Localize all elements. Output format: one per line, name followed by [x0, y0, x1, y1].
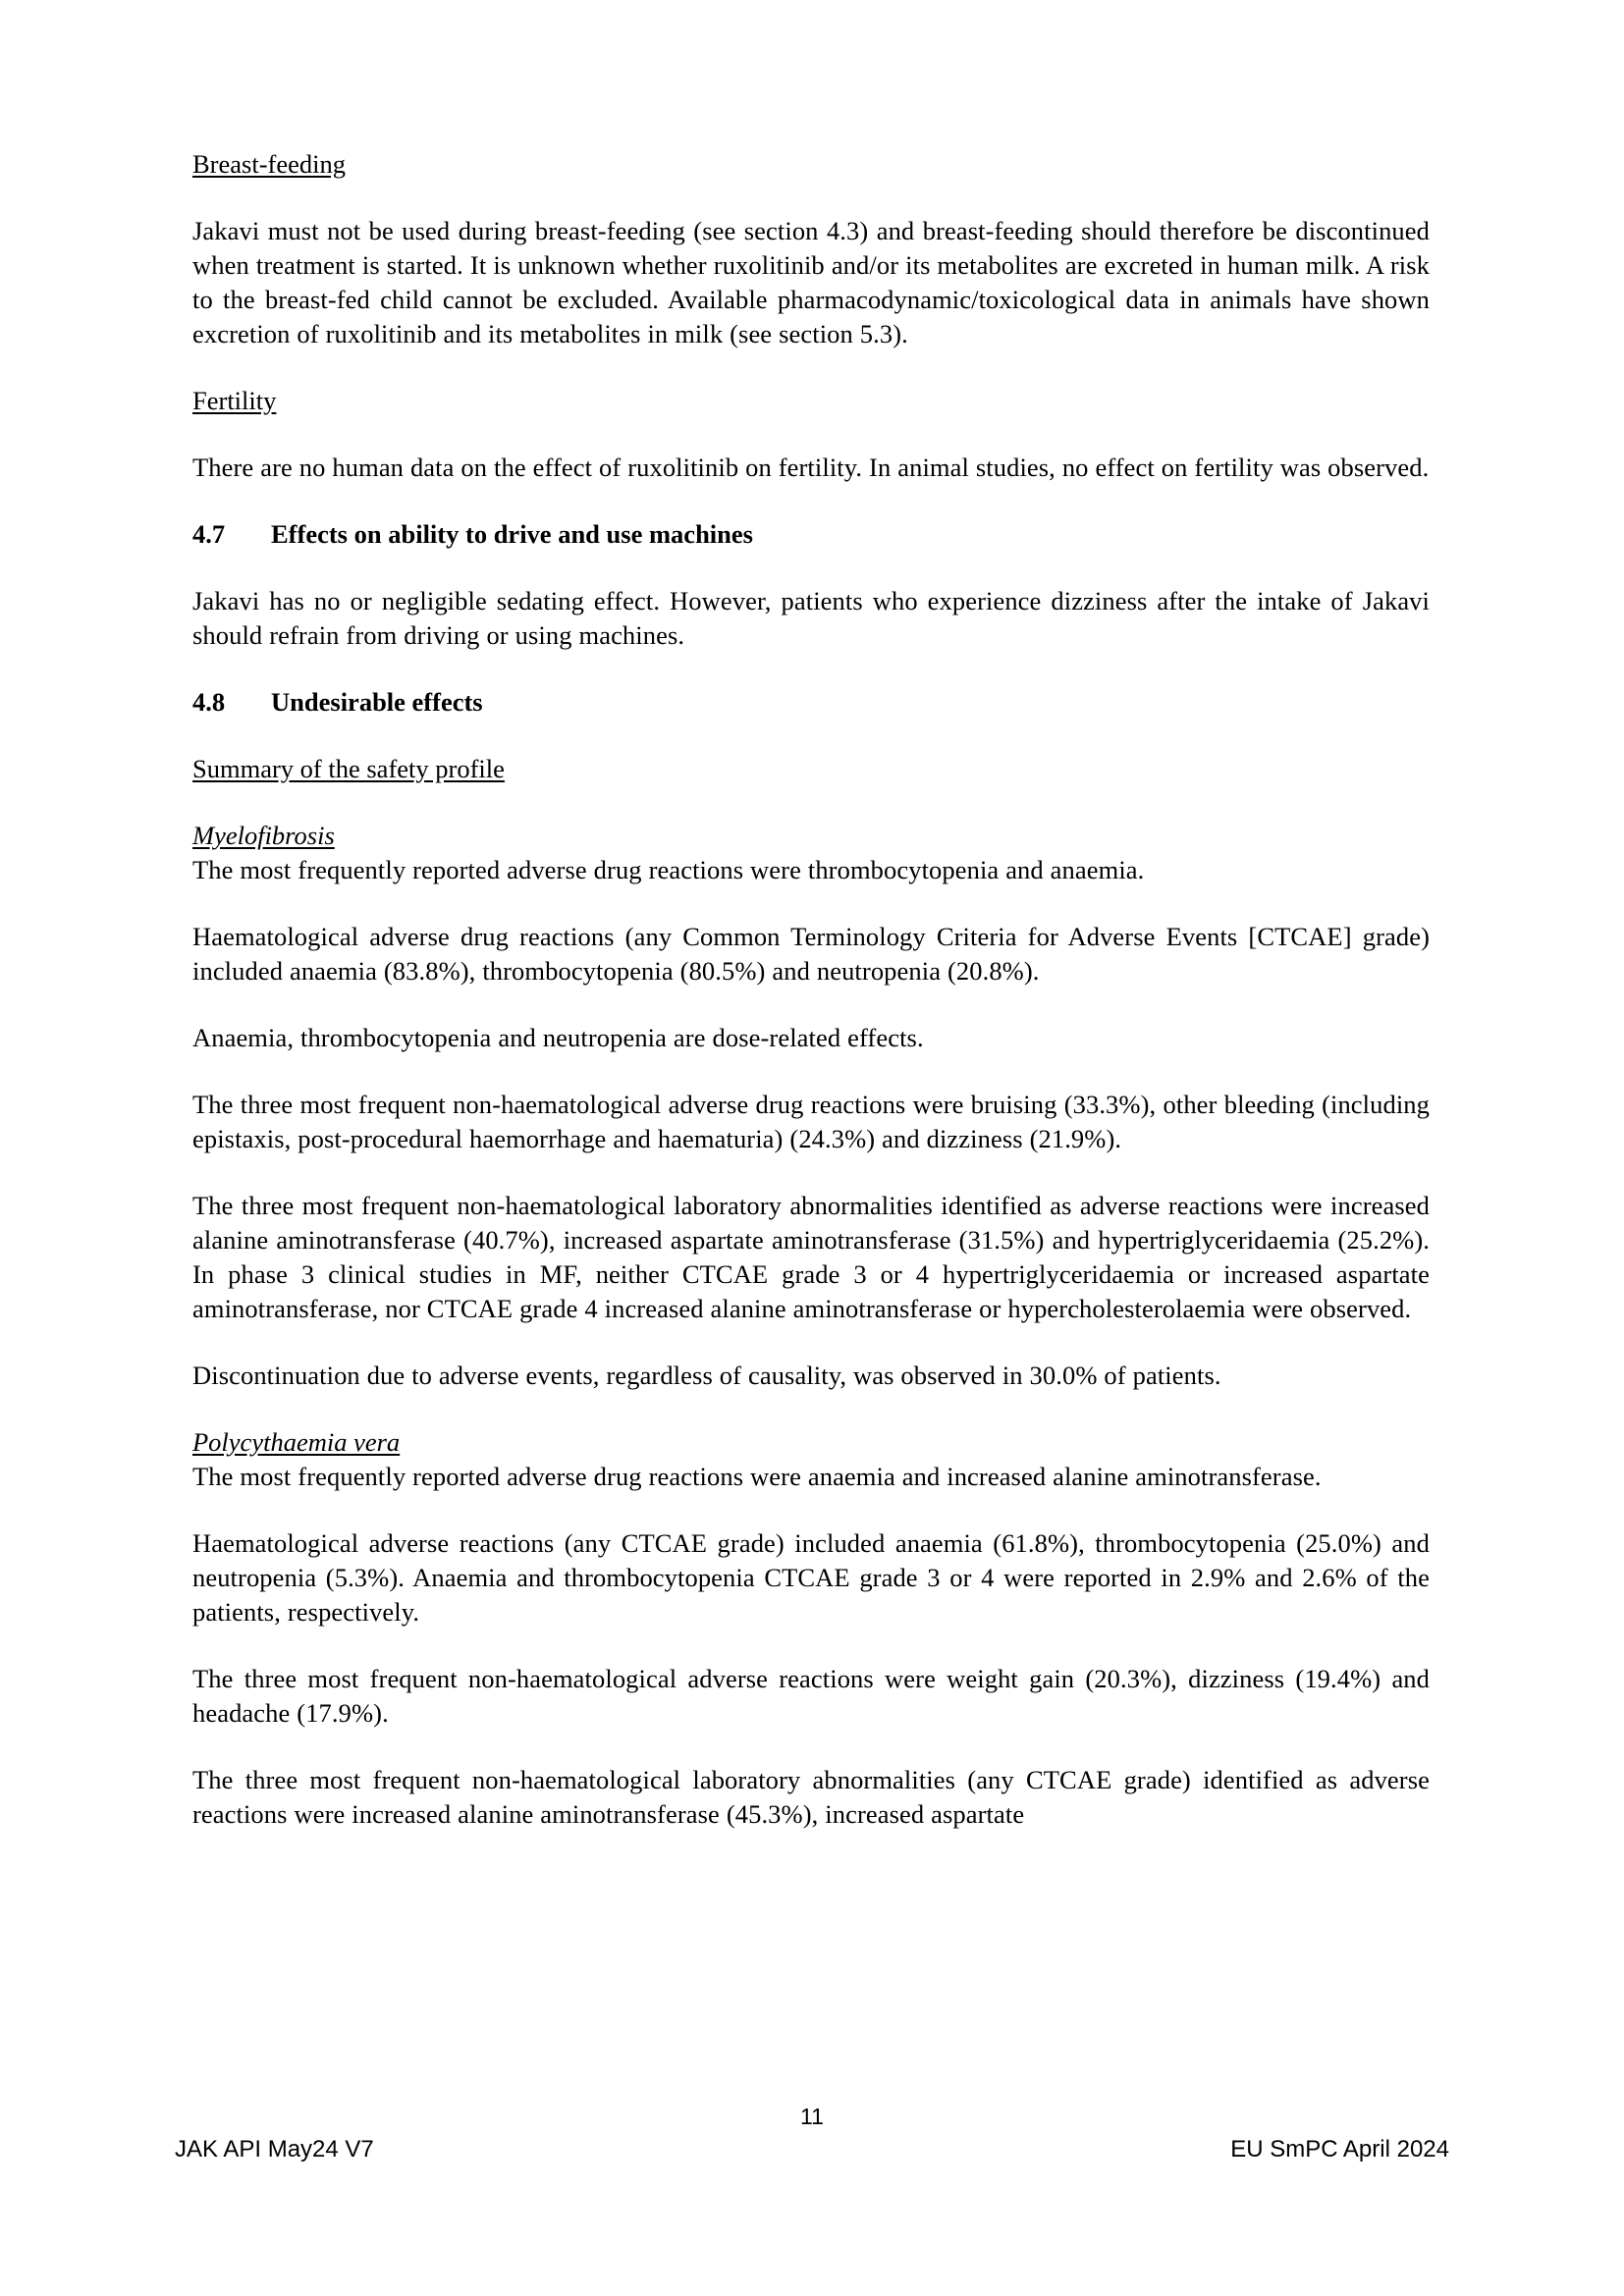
mf-paragraph-3: Anaemia, thrombocytopenia and neutropenia are dose-related effects.	[192, 1023, 924, 1052]
fertility-heading-text: Fertility	[192, 386, 277, 415]
section-4-7-paragraph: Jakavi has no or negligible sedating effect. However, patients who experience dizziness after the intake of Jakavi should refrain from driving or using machines.	[192, 586, 1430, 650]
section-title-4-8: Undesirable effects	[271, 687, 483, 717]
summary-safety-profile-heading	[192, 752, 1430, 786]
pv-paragraph-1: The most frequently reported adverse drug reactions were anaemia and increased alanine aminotransferase.	[192, 1462, 1322, 1491]
mf-paragraph-2: Haematological adverse drug reactions (any Common Terminology Criteria for Adverse Events [CTCAE] grade) included anaemia (83.8%), thrombocytopenia (80.5%) and neutropenia (20.8%).	[192, 922, 1430, 986]
myelofibrosis-heading-text: Myelofibrosis	[192, 821, 335, 850]
polycythaemia-vera-heading	[192, 1425, 1430, 1460]
myelofibrosis-heading	[192, 819, 1430, 853]
breastfeeding-heading-text: Breast-feeding	[192, 149, 346, 179]
page-number: 11	[800, 2104, 824, 2129]
mf-paragraph-6: Discontinuation due to adverse events, regardless of causality, was observed in 30.0% of patients.	[192, 1361, 1221, 1390]
polycythaemia-vera-heading-text: Polycythaemia vera	[192, 1427, 401, 1457]
section-number-4-8: 4.8	[192, 687, 226, 717]
footer-left-text: JAK API May24 V7	[175, 2136, 374, 2163]
breastfeeding-heading	[192, 147, 1430, 182]
fertility-heading	[192, 384, 1430, 418]
breastfeeding-paragraph: Jakavi must not be used during breast-feeding (see section 4.3) and breast-feeding should therefore be discontinued when treatment is started. It is unknown whether ruxolitinib and/or its metabolites are excreted in human milk. A risk to the breast-fed child cannot be excluded. Available pharmacodynamic/toxicological data in animals have shown excretion of ruxolitinib and its metabolites in milk (see section 5.3).	[192, 216, 1430, 348]
section-heading-4-8	[192, 685, 1430, 720]
section-title-4-7: Effects on ability to drive and use machines	[271, 519, 753, 549]
page-footer	[175, 2135, 1449, 2164]
summary-safety-profile-heading-text: Summary of the safety profile	[192, 754, 505, 783]
mf-paragraph-5: The three most frequent non-haematological laboratory abnormalities identified as adverse reactions were increased alanine aminotransferase (40.7%), increased aspartate aminotransferase (31.5%) and hypertriglyceridaemia (25.2%). In phase 3 clinical studies in MF, neither CTCAE grade 3 or 4 hypertriglyceridaemia or increased aspartate aminotransferase, nor CTCAE grade 4 increased alanine aminotransferase or hypercholesterolaemia were observed.	[192, 1191, 1430, 1323]
pv-paragraph-2: Haematological adverse reactions (any CTCAE grade) included anaemia (61.8%), thrombocytopenia (25.0%) and neutropenia (5.3%). Anaemia and thrombocytopenia CTCAE grade 3 or 4 were reported in 2.9% and 2.6% of the patients, respectively.	[192, 1528, 1430, 1627]
pv-paragraph-4: The three most frequent non-haematological laboratory abnormalities (any CTCAE grade) identified as adverse reactions were increased alanine aminotransferase (45.3%), increased aspartate	[192, 1765, 1430, 1829]
page-content	[192, 147, 1430, 1864]
fertility-paragraph: There are no human data on the effect of ruxolitinib on fertility. In animal studies, no effect on fertility was observed.	[192, 453, 1430, 482]
mf-paragraph-4: The three most frequent non-haematological adverse drug reactions were bruising (33.3%), other bleeding (including epistaxis, post-procedural haemorrhage and haematuria) (24.3%) and dizziness (21.9%).	[192, 1090, 1430, 1153]
mf-paragraph-1: The most frequently reported adverse drug reactions were thrombocytopenia and anaemia.	[192, 855, 1145, 884]
footer-right-text: EU SmPC April 2024	[1230, 2136, 1449, 2163]
section-number-4-7: 4.7	[192, 519, 226, 549]
pv-paragraph-3: The three most frequent non-haematological adverse reactions were weight gain (20.3%), dizziness (19.4%) and headache (17.9%).	[192, 1664, 1430, 1728]
section-heading-4-7	[192, 517, 1430, 552]
